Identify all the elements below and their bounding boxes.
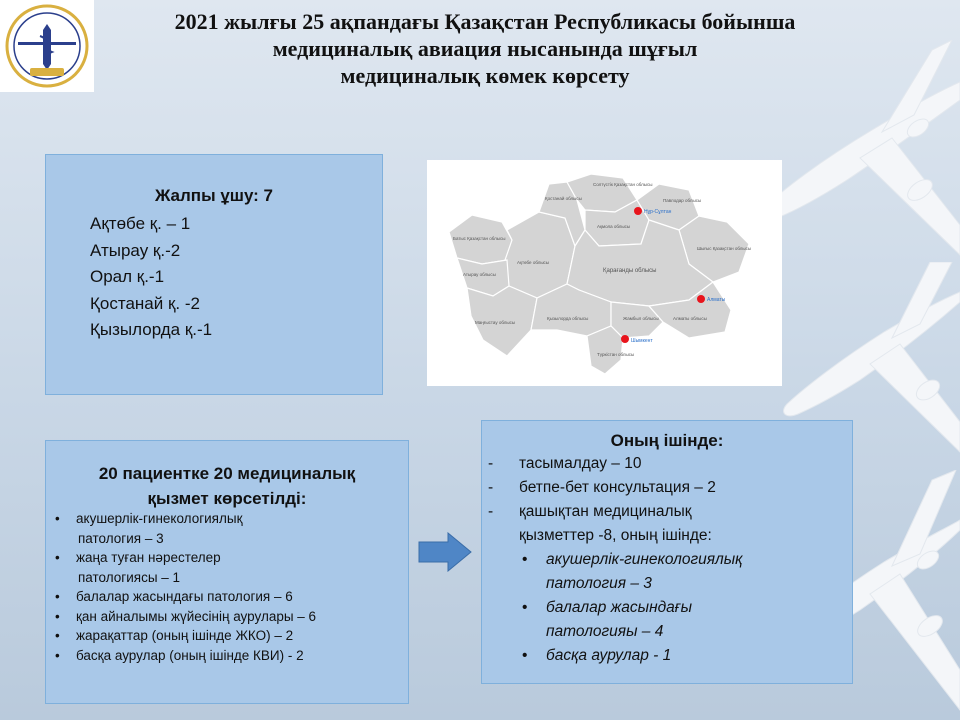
list-item <box>46 587 408 607</box>
list-item-label: балалар жасындағы патология – 6 <box>76 589 293 604</box>
patients-list <box>46 509 408 665</box>
flight-item: Атырау қ.-2 <box>90 240 181 260</box>
bullet-icon: • <box>55 647 60 663</box>
dash-icon: - <box>488 455 494 472</box>
city-label-shymkent: Шымкент <box>631 338 653 344</box>
sub-list-item-continuation: патологияы – 4 <box>546 623 664 640</box>
bullet-icon: • <box>55 511 60 526</box>
list-item-label: жаңа туған нәрестелер <box>76 550 221 565</box>
flight-item: Ақтөбе қ. – 1 <box>90 214 191 233</box>
list-item <box>482 500 852 524</box>
map-label-atyrau: Атырау облысы <box>463 272 496 277</box>
bullet-icon: • <box>522 647 528 664</box>
kazakhstan-map <box>427 160 782 386</box>
map-label-turkestan: Түркістан облысы <box>597 352 635 357</box>
city-marker-nursultan <box>634 207 642 215</box>
city-marker-shymkent <box>621 335 629 343</box>
title-line-1: 2021 жылғы 25 ақпандағы Қазақстан Республикасы бойынша <box>174 9 796 34</box>
emergency-medical-care-logo <box>0 0 94 92</box>
map-label-karaganda: Қарағанды облысы <box>603 268 657 274</box>
list-item-label: қан айналымы жүйесінің аурулары – 6 <box>76 608 317 624</box>
list-item-label: бетпе-бет консультация – 2 <box>519 479 716 496</box>
bullet-icon: • <box>55 608 60 624</box>
list-item <box>482 452 852 476</box>
list-item-label: қашықтан медициналық <box>519 503 692 520</box>
logo <box>0 0 94 92</box>
flight-item: Қостанай қ. -2 <box>90 293 200 313</box>
list-item-continuation: қызметтер -8, оның ішінде: <box>519 527 712 544</box>
map-label-sko: Солтүстік Қазақстан облысы <box>593 182 653 187</box>
breakdown-box <box>481 420 853 684</box>
map-label-zhambyl: Жамбыл облысы <box>623 316 659 321</box>
bullet-icon: • <box>522 599 528 616</box>
map-label-kostanay: Қостанай облысы <box>545 196 582 201</box>
patients-title-line-1: 20 пациентке 20 медициналық <box>98 464 356 483</box>
list-item-label: тасымалдау – 10 <box>519 455 642 472</box>
map-label-almaty-obl: Алматы облысы <box>673 316 707 321</box>
map-label-pavlodar: Павлодар облысы <box>663 198 702 203</box>
city-label-almaty: Алматы <box>707 297 726 303</box>
list-item-continuation: патологиясы – 1 <box>78 569 181 585</box>
list-item-continuation: патология – 3 <box>78 530 164 546</box>
kazakhstan-map-svg <box>427 160 782 386</box>
bullet-icon: • <box>55 628 60 643</box>
flight-item: Қызылорда қ.-1 <box>90 320 213 339</box>
sub-list-item <box>482 596 852 620</box>
breakdown-title: Оның ішінде: <box>610 431 724 450</box>
bullet-icon: • <box>522 551 528 568</box>
map-label-akmola: Ақмола облысы <box>597 224 631 229</box>
bullet-icon: • <box>55 589 60 604</box>
list-item <box>46 626 408 646</box>
dash-icon: - <box>488 479 494 496</box>
page-title <box>105 8 865 89</box>
sub-list-item-label: басқа аурулар - 1 <box>546 647 672 664</box>
city-marker-almaty <box>697 295 705 303</box>
total-flights-title: Жалпы ұшу: 7 <box>154 186 274 205</box>
map-label-vko: Шығыс Қазақстан облысы <box>697 246 752 251</box>
sub-list-item <box>482 548 852 572</box>
list-item-label: басқа аурулар (оның ішінде КВИ) - 2 <box>76 647 304 663</box>
flight-item: Орал қ.-1 <box>90 267 165 286</box>
sub-list-item-label: акушерлік-гинекологиялық <box>546 551 743 568</box>
title-line-2: медициналық авиация нысанында шұғыл <box>272 36 698 61</box>
list-item-label: жарақаттар (оның ішінде ЖКО) – 2 <box>76 628 294 643</box>
dash-icon: - <box>488 503 494 520</box>
list-item <box>46 548 408 568</box>
map-region-turkestan <box>587 326 623 374</box>
list-item <box>46 646 408 666</box>
arrow-right-icon <box>418 532 472 572</box>
sub-list-item-label: балалар жасындағы <box>546 599 693 616</box>
patients-title <box>46 461 408 511</box>
sub-list-item-continuation: патология – 3 <box>546 575 652 592</box>
flights-list <box>90 211 212 344</box>
map-label-zko: Батыс Қазақстан облысы <box>453 236 506 241</box>
list-item <box>46 607 408 627</box>
map-label-mangystau: Маңғыстау облысы <box>475 320 516 325</box>
map-label-kyzylorda: Қызылорда облысы <box>547 316 589 321</box>
bullet-icon: • <box>55 550 60 565</box>
list-item <box>46 509 408 529</box>
title-line-3: медициналық көмек көрсету <box>340 63 630 88</box>
list-item-label: акушерлік-гинекологиялық <box>76 511 243 526</box>
patients-title-line-2: қызмет көрсетілді: <box>147 489 307 508</box>
total-flights-box <box>45 154 383 395</box>
breakdown-list <box>482 452 852 668</box>
list-item <box>482 476 852 500</box>
city-label-nursultan: Нұр-Сұлтан <box>644 209 672 215</box>
patients-box <box>45 440 409 704</box>
map-label-aktobe: Ақтөбе облысы <box>517 260 550 265</box>
sub-list-item <box>482 644 852 668</box>
